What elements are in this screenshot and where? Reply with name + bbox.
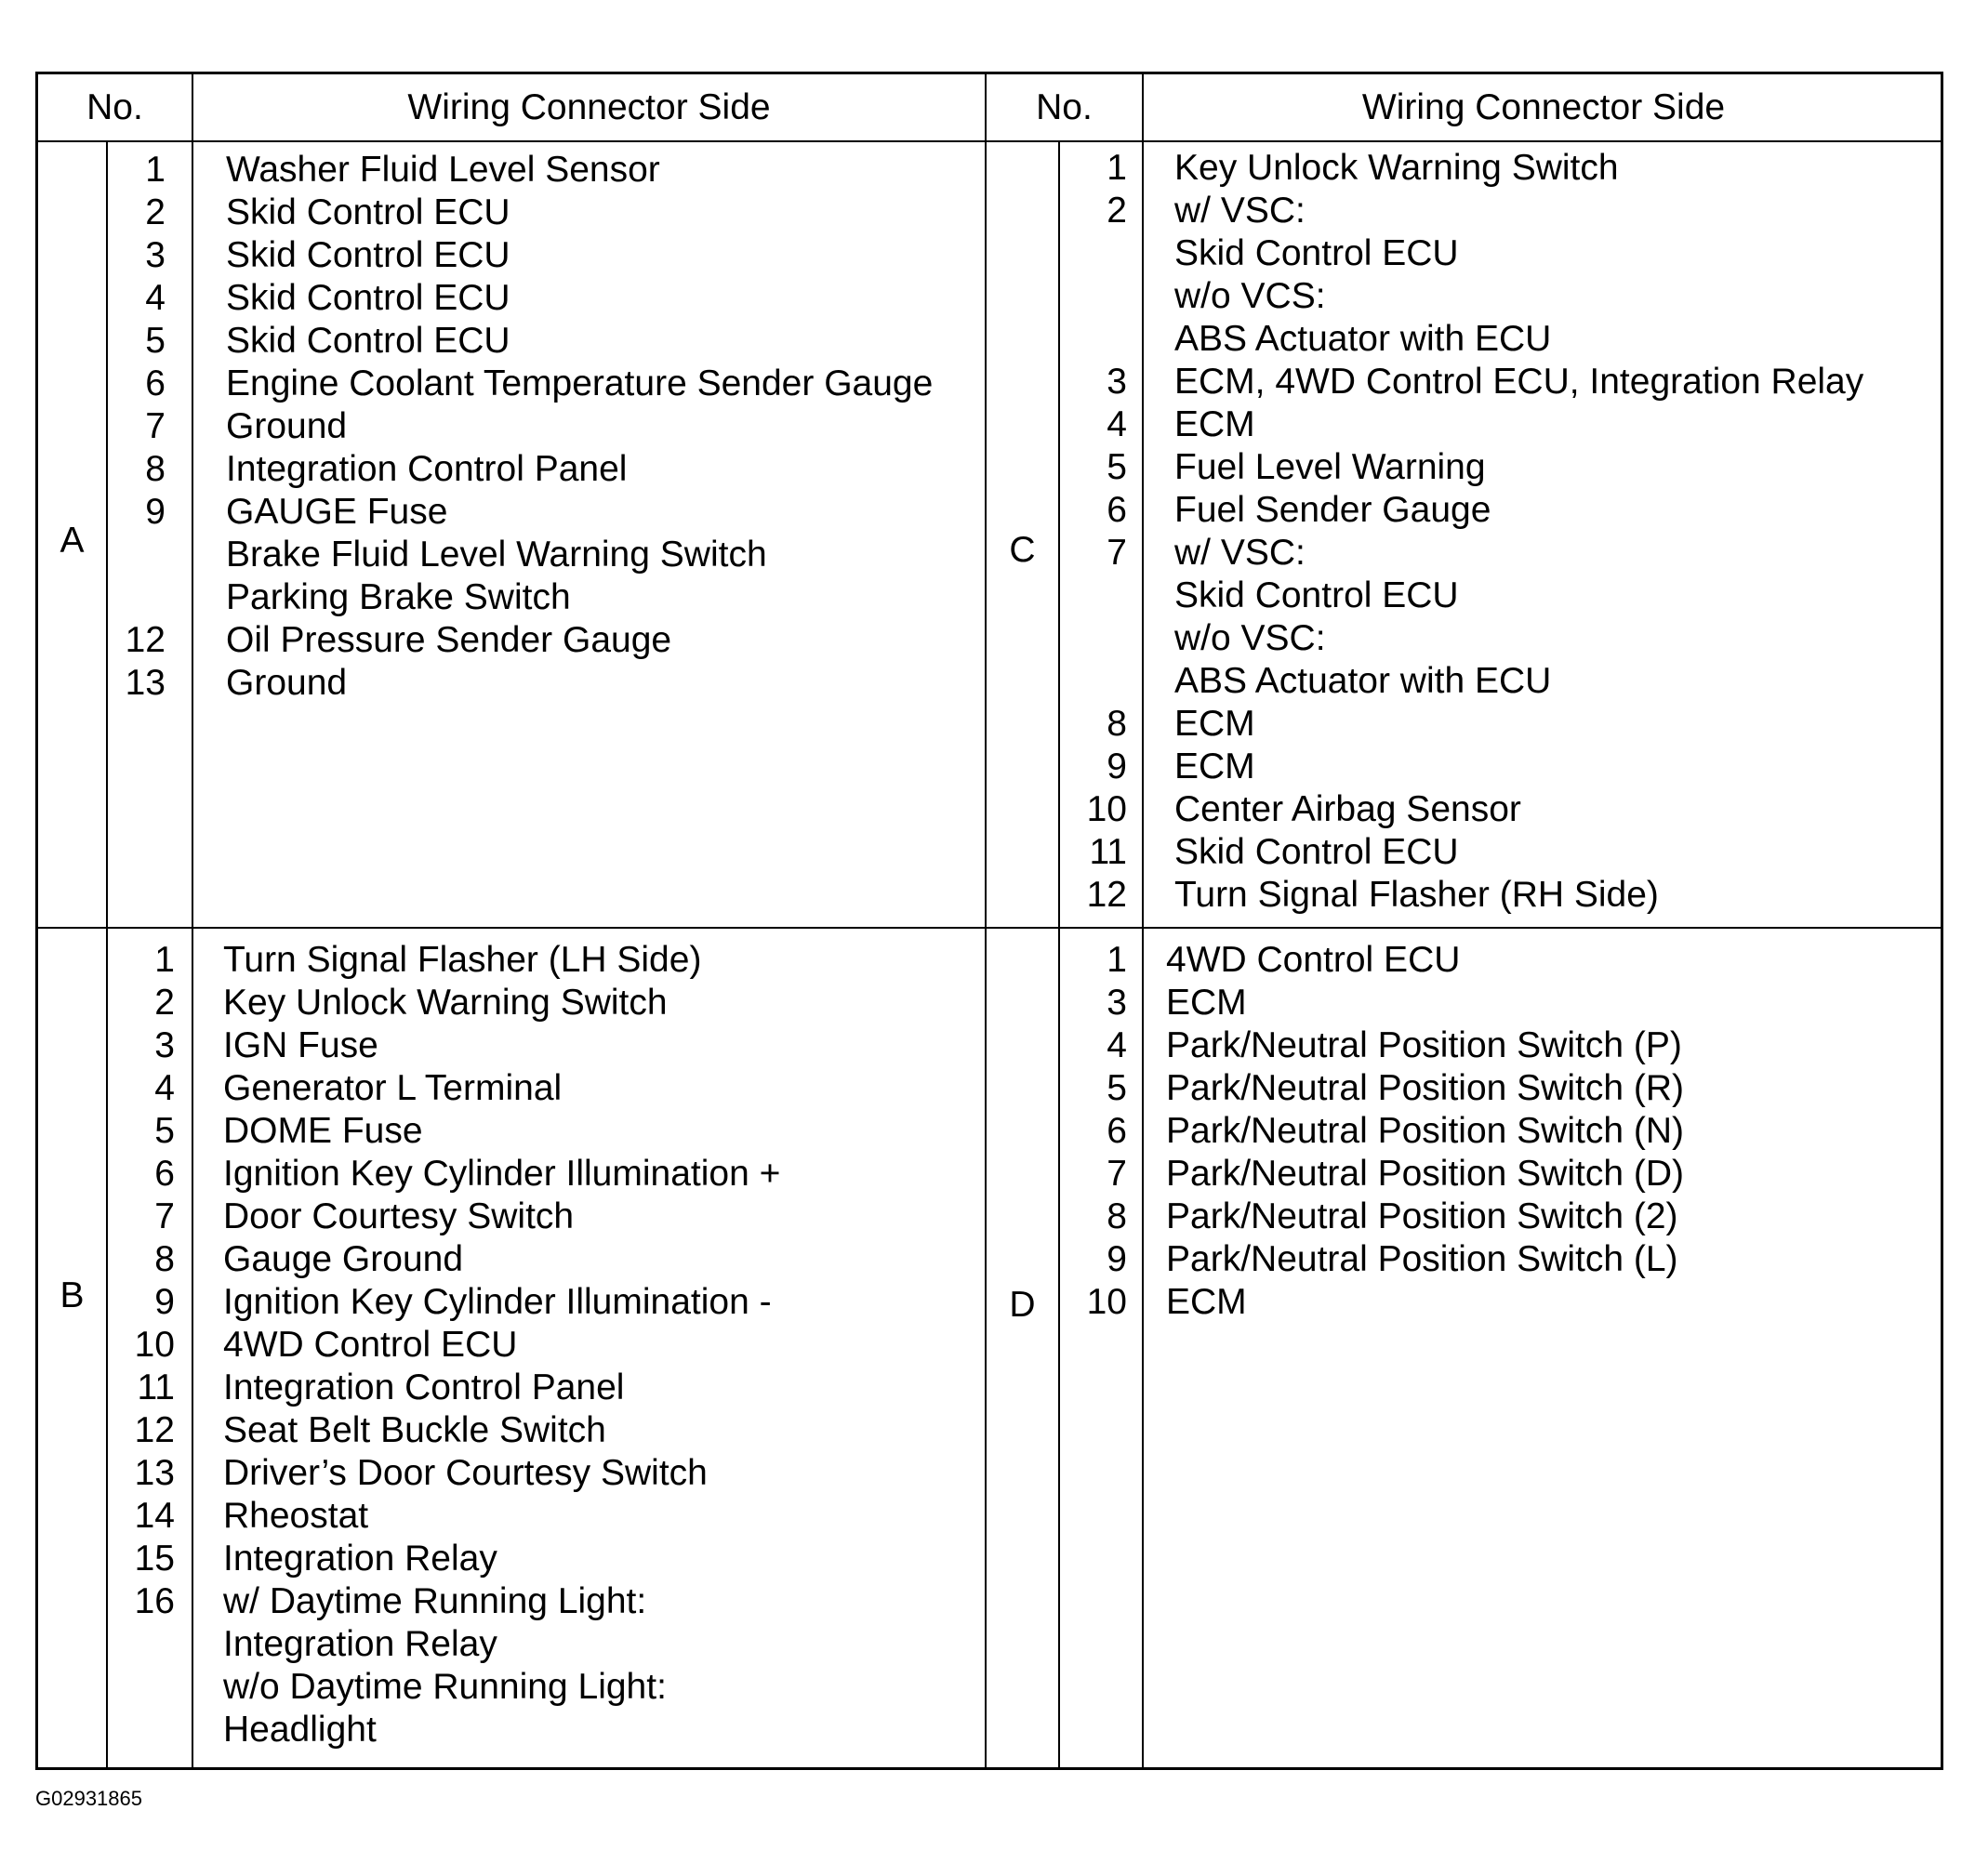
pin-number: 11 [137, 1367, 175, 1407]
pin-description: Ground [226, 406, 348, 446]
pin-number: 4 [1107, 404, 1127, 444]
pin-description: w/ VSC: [1174, 533, 1306, 573]
pin-description: Turn Signal Flasher (LH Side) [223, 940, 702, 980]
pin-description: Park/Neutral Position Switch (P) [1166, 1025, 1682, 1065]
pin-description: Park/Neutral Position Switch (L) [1166, 1239, 1678, 1279]
pin-number: 12 [134, 1410, 175, 1450]
group-label-a: A [60, 521, 85, 561]
pin-description: Brake Fluid Level Warning Switch [226, 535, 767, 575]
connector-table [35, 72, 1943, 1770]
pin-description: ECM [1174, 704, 1255, 744]
pin-number: 6 [1107, 490, 1127, 530]
pin-description: ECM [1174, 746, 1255, 786]
section-d-numbers [1060, 939, 1127, 1324]
pin-description: Integration Relay [223, 1539, 497, 1579]
pin-description: Seat Belt Buckle Switch [223, 1410, 606, 1450]
pin-description: Park/Neutral Position Switch (D) [1166, 1154, 1685, 1194]
pin-description: IGN Fuse [223, 1025, 378, 1065]
pin-number: 11 [1089, 832, 1127, 872]
pin-description: Integration Control Panel [223, 1367, 625, 1407]
pin-number: 9 [145, 492, 166, 532]
header-side-left: Wiring Connector Side [407, 87, 771, 127]
pin-description: ABS Actuator with ECU [1174, 319, 1552, 359]
pin-description: Ground [226, 663, 348, 703]
group-label-c: C [1009, 530, 1036, 570]
pin-description: Fuel Level Warning [1174, 447, 1486, 487]
pin-number: 1 [154, 940, 175, 980]
pin-number: 9 [1107, 1239, 1127, 1279]
pin-number: 1 [145, 150, 166, 190]
pin-description: ECM [1166, 983, 1247, 1023]
pin-description: Key Unlock Warning Switch [223, 983, 668, 1023]
pin-number: 7 [1107, 533, 1127, 573]
pin-description: Headlight [223, 1710, 377, 1750]
pin-description: Park/Neutral Position Switch (2) [1166, 1196, 1678, 1236]
section-b-numbers [108, 939, 175, 1751]
pin-description: w/o VSC: [1174, 618, 1326, 658]
divider-left-no [192, 74, 193, 1767]
pin-description: Skid Control ECU [226, 235, 510, 275]
pin-description: w/ VSC: [1174, 191, 1306, 231]
pin-number: 3 [1107, 362, 1127, 402]
pin-number: 9 [1107, 746, 1127, 786]
section-d-descriptions [1166, 939, 1684, 1324]
pin-description: Center Airbag Sensor [1174, 789, 1521, 829]
pin-description: w/ Daytime Running Light: [223, 1581, 647, 1621]
pin-description: Fuel Sender Gauge [1174, 490, 1491, 530]
pin-number: 10 [134, 1325, 175, 1365]
section-a-descriptions [226, 149, 933, 705]
pin-description: Skid Control ECU [226, 321, 510, 361]
pin-number: 1 [1107, 940, 1127, 980]
header-side-right: Wiring Connector Side [1361, 87, 1726, 127]
pin-description: Skid Control ECU [226, 278, 510, 318]
pin-description: Integration Relay [223, 1624, 497, 1664]
group-label-d: D [1009, 1285, 1036, 1325]
pin-description: Engine Coolant Temperature Sender Gauge [226, 363, 934, 403]
divider-center [985, 74, 987, 1767]
pin-number: 9 [154, 1282, 175, 1322]
pin-number: 13 [134, 1453, 175, 1493]
pin-description: Ignition Key Cylinder Illumination + [223, 1154, 781, 1194]
pin-number [1060, 660, 1127, 703]
pin-description: DOME Fuse [223, 1111, 423, 1151]
pin-number [108, 1666, 175, 1709]
section-b-descriptions [223, 939, 780, 1751]
pin-number: 2 [154, 983, 175, 1023]
pin-number: 14 [134, 1496, 175, 1536]
pin-description: GAUGE Fuse [226, 492, 448, 532]
pin-number [1060, 575, 1127, 617]
pin-number: 4 [145, 278, 166, 318]
section-divider [38, 927, 1941, 929]
pin-number: 8 [154, 1239, 175, 1279]
pin-number [108, 534, 166, 576]
pin-number [108, 1709, 175, 1751]
section-a-numbers [108, 149, 166, 705]
pin-number: 8 [1107, 704, 1127, 744]
pin-number: 1 [1107, 148, 1127, 188]
pin-number: 5 [1107, 447, 1127, 487]
pin-number: 7 [1107, 1154, 1127, 1194]
pin-number: 3 [145, 235, 166, 275]
pin-number: 10 [1086, 789, 1127, 829]
pin-description: Skid Control ECU [226, 192, 510, 232]
pin-number: 7 [145, 406, 166, 446]
pin-number: 6 [1107, 1111, 1127, 1151]
pin-description: Skid Control ECU [1174, 575, 1459, 615]
pin-number: 4 [1107, 1025, 1127, 1065]
pin-description: Park/Neutral Position Switch (N) [1166, 1111, 1685, 1151]
pin-number: 5 [145, 321, 166, 361]
pin-description: Driver’s Door Courtesy Switch [223, 1453, 708, 1493]
section-c-descriptions [1174, 147, 1863, 917]
pin-number [1060, 617, 1127, 660]
pin-number: 5 [1107, 1068, 1127, 1108]
pin-description: Turn Signal Flasher (RH Side) [1174, 875, 1659, 915]
pin-description: ECM [1166, 1282, 1247, 1322]
pin-number [1060, 232, 1127, 275]
divider-right-no [1142, 74, 1144, 1767]
pin-description: w/o Daytime Running Light: [223, 1667, 667, 1707]
pin-description: Rheostat [223, 1496, 369, 1536]
pin-description: Generator L Terminal [223, 1068, 563, 1108]
pin-description: ECM [1174, 404, 1255, 444]
pin-description: Key Unlock Warning Switch [1174, 148, 1619, 188]
pin-number [108, 1623, 175, 1666]
pin-number: 3 [1107, 983, 1127, 1023]
pin-number: 2 [1107, 191, 1127, 231]
pin-description: Door Courtesy Switch [223, 1196, 575, 1236]
pin-description: Park/Neutral Position Switch (R) [1166, 1068, 1685, 1108]
pin-description: 4WD Control ECU [1166, 940, 1461, 980]
header-divider [38, 140, 1941, 142]
pin-description: Gauge Ground [223, 1239, 464, 1279]
pin-number: 8 [145, 449, 166, 489]
pin-number: 12 [1086, 875, 1127, 915]
pin-description: Parking Brake Switch [226, 577, 571, 617]
pin-number [1060, 318, 1127, 361]
pin-description: ABS Actuator with ECU [1174, 661, 1552, 701]
pin-number: 3 [154, 1025, 175, 1065]
pin-number: 2 [145, 192, 166, 232]
pin-number [1060, 275, 1127, 318]
figure-code: G02931865 [35, 1787, 142, 1810]
pin-number: 13 [125, 663, 166, 703]
pin-number [108, 576, 166, 619]
pin-number: 16 [134, 1581, 175, 1621]
pin-number: 10 [1086, 1282, 1127, 1322]
pin-number: 5 [154, 1111, 175, 1151]
pin-number: 7 [154, 1196, 175, 1236]
pin-number: 6 [145, 363, 166, 403]
pin-description: Skid Control ECU [1174, 832, 1459, 872]
pin-number: 4 [154, 1068, 175, 1108]
group-label-b: B [60, 1275, 85, 1315]
section-c-numbers [1060, 147, 1127, 917]
pin-description: Washer Fluid Level Sensor [226, 150, 660, 190]
pin-description: 4WD Control ECU [223, 1325, 518, 1365]
pin-description: ECM, 4WD Control ECU, Integration Relay [1174, 362, 1864, 402]
pin-description: w/o VCS: [1174, 276, 1326, 316]
pin-description: Skid Control ECU [1174, 233, 1459, 273]
header-no-right: No. [1036, 87, 1093, 127]
pin-number: 6 [154, 1154, 175, 1194]
pin-number: 8 [1107, 1196, 1127, 1236]
pin-description: Integration Control Panel [226, 449, 628, 489]
pin-number: 15 [134, 1539, 175, 1579]
pin-description: Ignition Key Cylinder Illumination - [223, 1282, 772, 1322]
pin-description: Oil Pressure Sender Gauge [226, 620, 672, 660]
header-no-left: No. [86, 87, 143, 127]
pin-number: 12 [125, 620, 166, 660]
